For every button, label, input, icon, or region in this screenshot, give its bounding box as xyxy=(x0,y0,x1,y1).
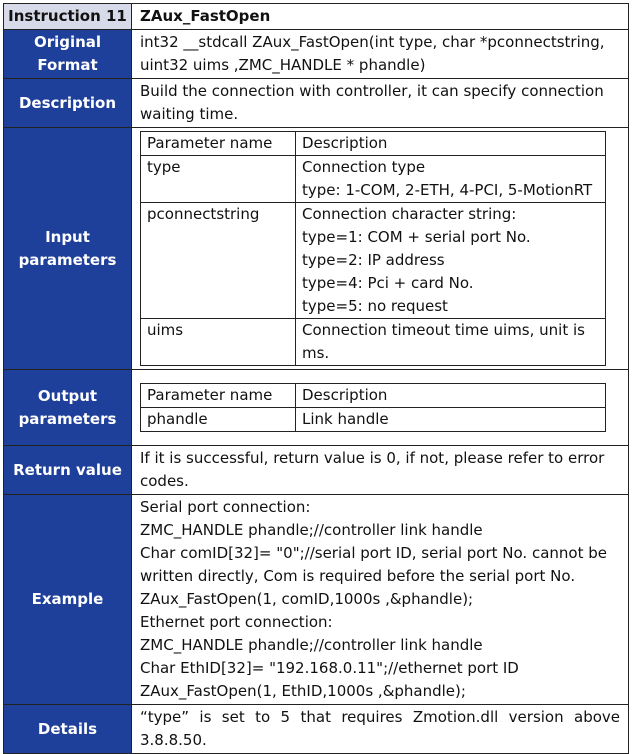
input-parameters-label xyxy=(4,128,132,370)
instruction-number-label: Instruction 11 xyxy=(4,4,132,30)
param-desc-pconnectstring xyxy=(296,203,606,319)
original-format-line1: int32 __stdcall ZAux_FastOpen(int type, char *pconnectstring, xyxy=(140,33,605,51)
input-table-header xyxy=(141,132,606,156)
table-row xyxy=(141,319,606,366)
output-parameters-row xyxy=(4,370,629,446)
table-row xyxy=(141,203,606,319)
param-desc-line: type=1: COM + serial port No. xyxy=(302,228,531,246)
param-desc-type xyxy=(296,156,606,203)
param-name-phandle: phandle xyxy=(141,408,296,432)
original-format-label-line1: Original xyxy=(33,33,102,51)
output-header-desc: Description xyxy=(296,384,606,408)
param-desc-line: Connection type xyxy=(302,158,426,176)
description-row xyxy=(4,79,629,128)
table-row xyxy=(141,156,606,203)
output-parameters-table xyxy=(140,383,606,432)
description-line1: Build the connection with controller, it can specify connection xyxy=(140,82,604,100)
input-parameters-label-line1: Input xyxy=(45,227,90,246)
input-parameters-row xyxy=(4,128,629,370)
output-header-name: Parameter name xyxy=(141,384,296,408)
param-desc-line: type: 1-COM, 2-ETH, 4-PCI, 5-MotionRT xyxy=(302,181,593,199)
input-parameters-table xyxy=(140,131,606,366)
return-value-value xyxy=(132,446,629,495)
example-row xyxy=(4,495,629,705)
param-name-pconnectstring: pconnectstring xyxy=(141,203,296,319)
example-line: Serial port connection: xyxy=(140,498,311,516)
description-value xyxy=(132,79,629,128)
param-desc-phandle: Link handle xyxy=(296,408,606,432)
return-value-line2: codes. xyxy=(140,472,189,490)
table-row xyxy=(141,408,606,432)
param-name-type: type xyxy=(141,156,296,203)
param-desc-line: Connection character string: xyxy=(302,205,517,223)
param-desc-line: type=5: no request xyxy=(302,297,448,315)
details-row xyxy=(4,705,629,754)
output-parameters-label xyxy=(4,370,132,446)
example-line: ZAux_FastOpen(1, comID,1000s ,&phandle); xyxy=(140,590,474,608)
param-desc-line: Connection timeout time uims, unit is xyxy=(302,321,585,339)
example-value xyxy=(132,495,629,705)
description-label: Description xyxy=(4,79,132,128)
function-name: ZAux_FastOpen xyxy=(132,4,629,30)
original-format-value xyxy=(132,30,629,79)
original-format-line2: uint32 uims ,ZMC_HANDLE * phandle) xyxy=(140,56,426,74)
return-value-line1: If it is successful, return value is 0, if not, please refer to error xyxy=(140,449,605,467)
example-line: Char EthID[32]= "192.168.0.11";//ethernet port ID xyxy=(140,659,519,677)
header-row xyxy=(4,4,629,30)
param-desc-line: ms. xyxy=(302,344,330,362)
output-parameters-cell xyxy=(132,370,629,446)
original-format-label xyxy=(4,30,132,79)
input-parameters-label-line2: parameters xyxy=(18,250,117,269)
param-desc-line: type=2: IP address xyxy=(302,251,445,269)
input-header-name: Parameter name xyxy=(141,132,296,156)
details-label: Details xyxy=(4,705,132,754)
example-line: Char comID[32]= "0";//serial port ID, serial port No. cannot be xyxy=(140,544,607,562)
example-line: written directly, Com is required before the serial port No. xyxy=(140,567,576,585)
description-line2: waiting time. xyxy=(140,105,239,123)
param-desc-line: type=4: Pci + card No. xyxy=(302,274,474,292)
details-value: “type” is set to 5 that requires Zmotion.dll version above 3.8.8.50. xyxy=(132,705,629,754)
example-line: ZMC_HANDLE phandle;//controller link handle xyxy=(140,636,483,654)
input-parameters-cell xyxy=(132,128,629,370)
param-name-uims: uims xyxy=(141,319,296,366)
input-header-desc: Description xyxy=(296,132,606,156)
original-format-label-line2: Format xyxy=(37,56,98,74)
return-value-row xyxy=(4,446,629,495)
original-format-row xyxy=(4,30,629,79)
instruction-table xyxy=(3,3,629,754)
example-line: Ethernet port connection: xyxy=(140,613,333,631)
output-table-header xyxy=(141,384,606,408)
example-line: ZAux_FastOpen(1, EthID,1000s ,&phandle); xyxy=(140,682,466,700)
output-parameters-label-line2: parameters xyxy=(18,409,117,428)
output-parameters-label-line1: Output xyxy=(37,386,98,405)
param-desc-uims xyxy=(296,319,606,366)
example-label: Example xyxy=(4,495,132,705)
return-value-label: Return value xyxy=(4,446,132,495)
example-line: ZMC_HANDLE phandle;//controller link handle xyxy=(140,521,483,539)
